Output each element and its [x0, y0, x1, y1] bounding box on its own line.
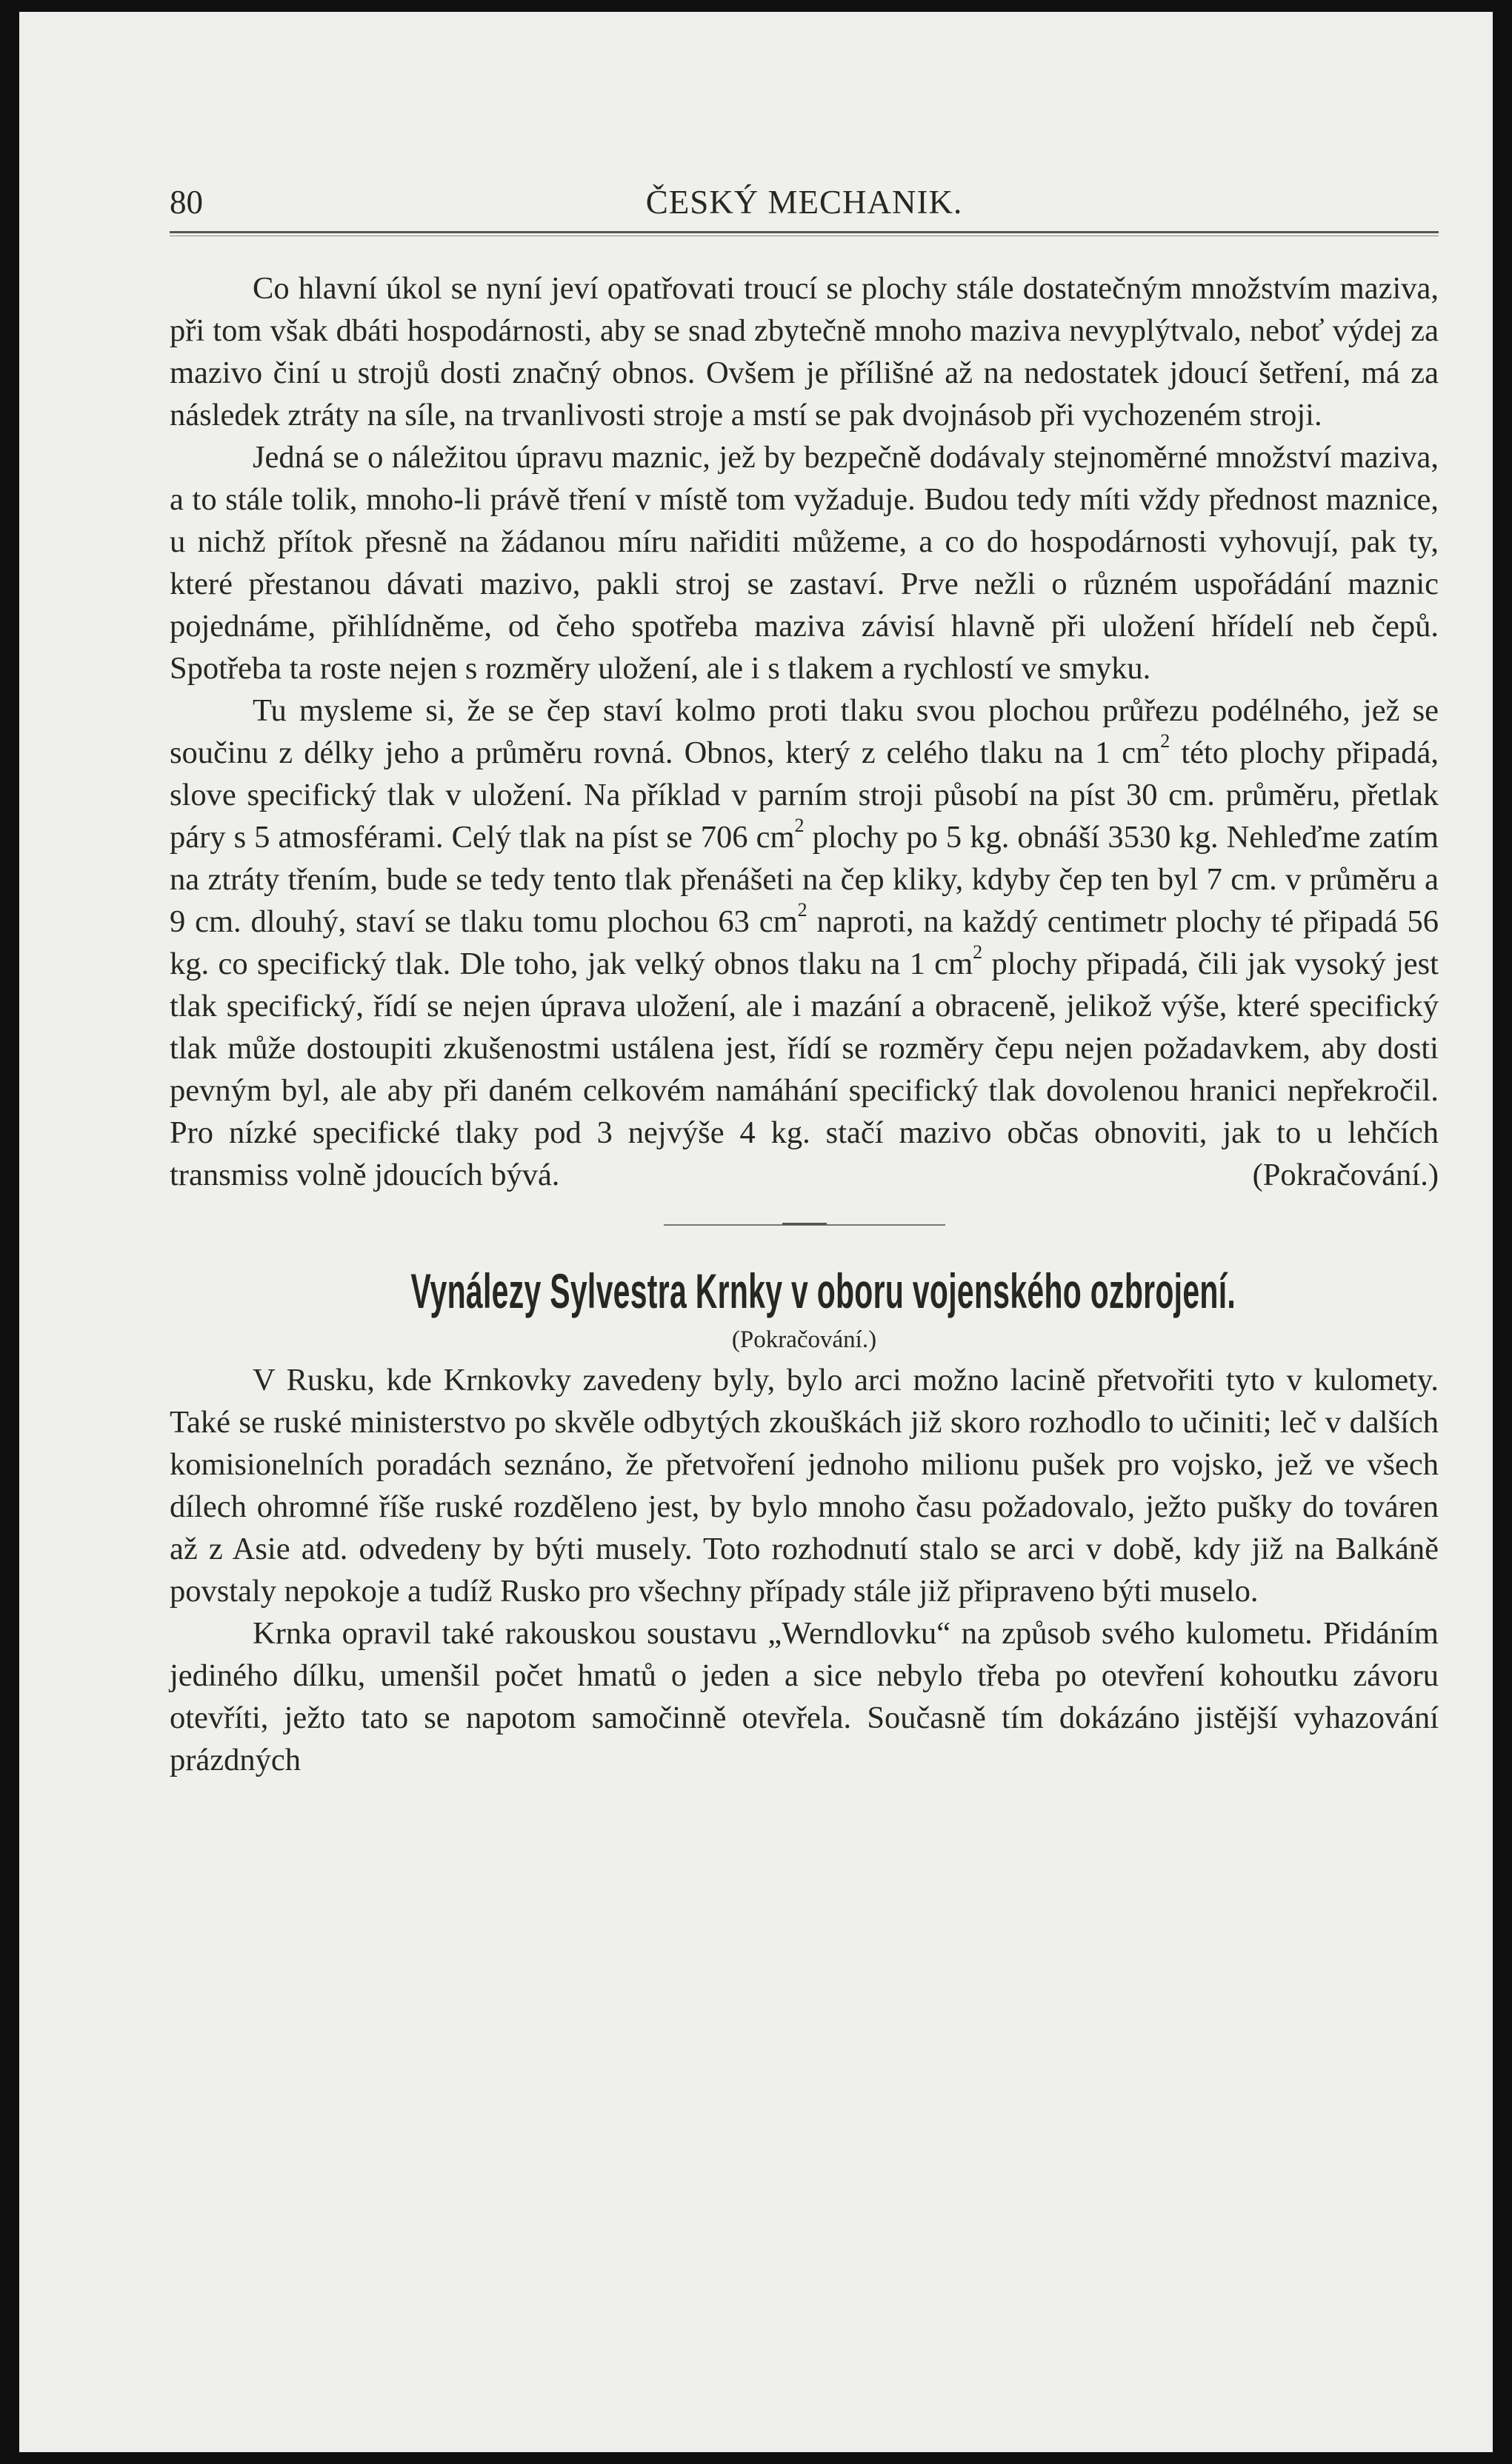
paragraph: Jedná se o náležitou úpravu maznic, jež by bezpečně dodávaly stejnoměrné množství maziva, a to stále tolik, mnoho-li právě tření v místě tom vyžaduje. Budou tedy míti vždy přednost maznice, u nichž přítok přesně na žádanou míru nařiditi můžeme, a co do hospodárnosti vyhovují, pak ty, které přestanou dávati mazivo, pakli stroj se zastaví. Prve nežli o různém uspořádání maznic pojednáme, přihlídněme, od čeho spotřeba maziva závisí hlavně při uložení hřídelí neb čepů. Spotřeba ta roste nejen s rozměry uložení, ale i s tlakem a rychlostí ve smyku. [170, 440, 1439, 686]
article-title: Vynálezy Sylvestra Krnky v oboru vojenského ozbrojení. [410, 1263, 1236, 1318]
text-run: plochy připadá, čili jak vysoký jest tlak specifický, řídí se nejen úprava uložení, ale i mazání a obraceně, jelikož výše, které specifický tlak může dostoupiti zkušenostmi ustálena jest, řídí se rozměry čepu nejen požadavkem, aby dosti pevným byl, ale aby při daném celkovém namáhání specifický tlak dovolenou hranici nepřekročil. Pro nízké specifické tlaky pod 3 nejvýše 4 kg. stačí mazivo občas obnoviti, jak to u lehčích transmiss volně jdoucích bývá. [170, 946, 1439, 1192]
paragraph: Co hlavní úkol se nyní jeví opatřovati troucí se plochy stále dostatečným množstvím maziva, při tom však dbáti hospodárnosti, aby se snad zbytečně mnoho maziva nevyplýtvalo, neboť výdej za mazivo činí u strojů dosti značný obnos. Ovšem je přílišné až na nedostatek jdoucí šetření, má za následek ztráty na síle, na trvanlivosti stroje a mstí se pak dvojnásob při vychozeném stroji. [170, 271, 1439, 433]
superscript: 2 [794, 814, 805, 836]
paragraph: V Rusku, kde Krnkovky zavedeny byly, bylo arci možno lacině přetvořiti tyto v kulomety. Také se ruské ministerstvo po skvěle odbytých zkouškách již skoro rozhodlo to učiniti; leč v dalších komisionelních poradách seznáno, že přetvoření jednoho milionu pušek pro vojsko, jež ve všech dílech ohromné říše ruské rozděleno jest, by bylo mnoho času požadovalo, ježto pušky do továren až z Asie atd. odvedeny by býti musely. Toto rozhodnutí stalo se arci v době, kdy již na Balkáně povstaly nepokoje a tudíž Rusko pro všechny případy stále již připraveno býti muselo. [170, 1363, 1439, 1609]
text-run: plochy po 5 kg. obnáší 3530 kg. Nehleďme zatím na ztráty třením, bude se tedy tento tlak přenášeti na čep kliky, kdyby čep ten byl 7 cm. v průměru a 9 cm. dlouhý, staví se tlaku tomu plochou 63 cm [170, 820, 1439, 939]
continued-note: (Pokračování.) [1252, 1158, 1439, 1192]
text-run: této plochy připadá, slove specifický tlak v uložení. Na příklad v parním stroji působí na píst 30 cm. průměru, přetlak páry s 5 atmosférami. Celý tlak na píst se 706 cm [170, 735, 1439, 855]
superscript: 2 [1160, 729, 1170, 752]
page-number: 80 [170, 184, 203, 221]
article-lubrication [170, 267, 1439, 1196]
article-krnka [170, 1261, 1439, 1781]
article-subtitle: (Pokračování.) [731, 1326, 877, 1353]
page-content [170, 181, 1439, 1781]
superscript: 2 [973, 941, 983, 963]
paragraph [170, 690, 1439, 1196]
running-head [170, 181, 1439, 227]
scanned-page [19, 12, 1493, 2452]
superscript: 2 [797, 898, 807, 921]
section-divider [664, 1224, 945, 1226]
text-run: Tu mysleme si, že se čep staví kolmo proti tlaku svou plochou průřezu podélného, jež se součinu z délky jeho a průměru rovná. Obnos, který z celého tlaku na 1 cm [170, 693, 1439, 770]
header-rule [170, 231, 1439, 236]
journal-title: ČESKÝ MECHANIK. [645, 184, 963, 221]
paragraph: Krnka opravil také rakouskou soustavu „Werndlovku“ na způsob svého kulometu. Přidáním jediného dílku, umenšil počet hmatů o jeden a sice nebylo třeba po otevření kohoutku závoru otevříti, ježto tato se napotom samočinně otevřela. Současně tím dokázáno jistější vyhazování prázdných [170, 1616, 1439, 1777]
text-run: naproti, na každý centimetr plochy té připadá 56 kg. co specifický tlak. Dle toho, jak velký obnos tlaku na 1 cm [170, 904, 1439, 981]
